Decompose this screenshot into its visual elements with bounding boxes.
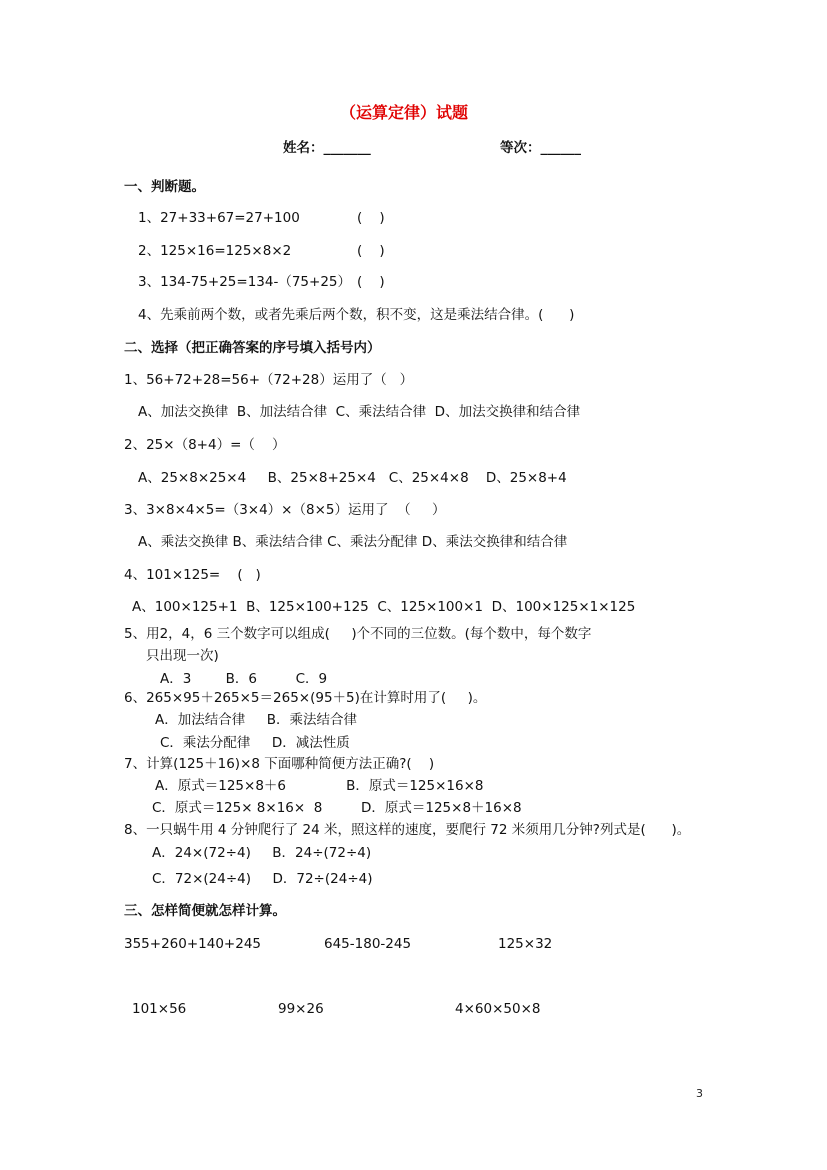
calc-item-4: 101×56 (132, 1001, 187, 1017)
choice-q6-options-ab: A．加法结合律 B．乘法结合律 (155, 712, 357, 728)
choice-q6: 6、265×95＋265×5＝265×(95＋5)在计算时用了( )。 (124, 690, 487, 706)
choice-q5: 5、用2，4，6 三个数字可以组成( )个不同的三位数。(每个数中，每个数字 (124, 626, 592, 642)
judge-item-3: 3、134-75+25=134-（75+25） (138, 274, 352, 290)
calc-item-1: 355+260+140+245 (124, 936, 262, 952)
choice-q5-cont: 只出现一次) (146, 648, 219, 664)
judge-item-1: 1、27+33+67=27+100 (138, 210, 300, 226)
choice-q8-options-cd: C．72×(24÷4) D．72÷(24÷4) (152, 871, 373, 887)
judge-item-2-paren: ( ) (357, 243, 385, 259)
choice-q3: 3、3×8×4×5=（3×4）×（8×5）运用了 （ ） (124, 502, 446, 518)
calc-item-5: 99×26 (278, 1001, 324, 1017)
choice-q6-options-cd: C．乘法分配律 D．减法性质 (160, 735, 350, 751)
judge-item-2: 2、125×16=125×8×2 (138, 243, 292, 259)
calc-item-2: 645-180-245 (324, 936, 412, 952)
section2-heading: 二、选择（把正确答案的序号填入括号内） (124, 340, 381, 356)
rank-field-label: 等次：______ (500, 140, 581, 156)
name-field-label: 姓名：_______ (283, 140, 371, 156)
judge-item-1-paren: ( ) (357, 210, 385, 226)
judge-item-3-paren: ( ) (357, 274, 385, 290)
choice-q2: 2、25×（8+4）=（ ） (124, 437, 286, 453)
choice-q8: 8、一只蜗牛用 4 分钟爬行了 24 米，照这样的速度，要爬行 72 米须用几分钟?列式是( )。 (124, 822, 691, 838)
section1-heading: 一、判断题。 (124, 179, 205, 195)
calc-item-6: 4×60×50×8 (455, 1001, 541, 1017)
choice-q7: 7、计算(125＋16)×8 下面哪种简便方法正确?( ) (124, 756, 435, 772)
page-number: 3 (696, 1087, 703, 1100)
calc-item-3: 125×32 (498, 936, 553, 952)
choice-q2-options: A、25×8×25×4 B、25×8+25×4 C、25×4×8 D、25×8+4 (138, 470, 567, 486)
choice-q3-options: A、乘法交换律 B、乘法结合律 C、乘法分配律 D、乘法交换律和结合律 (138, 534, 568, 550)
section3-heading: 三、怎样简便就怎样计算。 (124, 903, 286, 919)
choice-q5-options: A．3 B．6 C．9 (160, 671, 328, 687)
page-title: （运算定律）试题 (340, 103, 469, 122)
judge-item-4: 4、先乘前两个数，或者先乘后两个数，积不变，这是乘法结合律。( ) (138, 307, 575, 323)
choice-q1: 1、56+72+28=56+（72+28）运用了（ ） (124, 372, 414, 388)
choice-q7-options-cd: C．原式＝125× 8×16× 8 D．原式＝125×8＋16×8 (152, 800, 522, 816)
choice-q7-options-ab: A．原式＝125×8＋6 B．原式＝125×16×8 (155, 778, 484, 794)
choice-q8-options-ab: A．24×(72÷4) B．24÷(72÷4) (152, 845, 372, 861)
choice-q1-options: A、加法交换律 B、加法结合律 C、乘法结合律 D、加法交换律和结合律 (138, 404, 581, 420)
choice-q4: 4、101×125= ( ) (124, 567, 261, 583)
choice-q4-options: A、100×125+1 B、125×100+125 C、125×100×1 D、100×125×1×125 (132, 599, 636, 615)
